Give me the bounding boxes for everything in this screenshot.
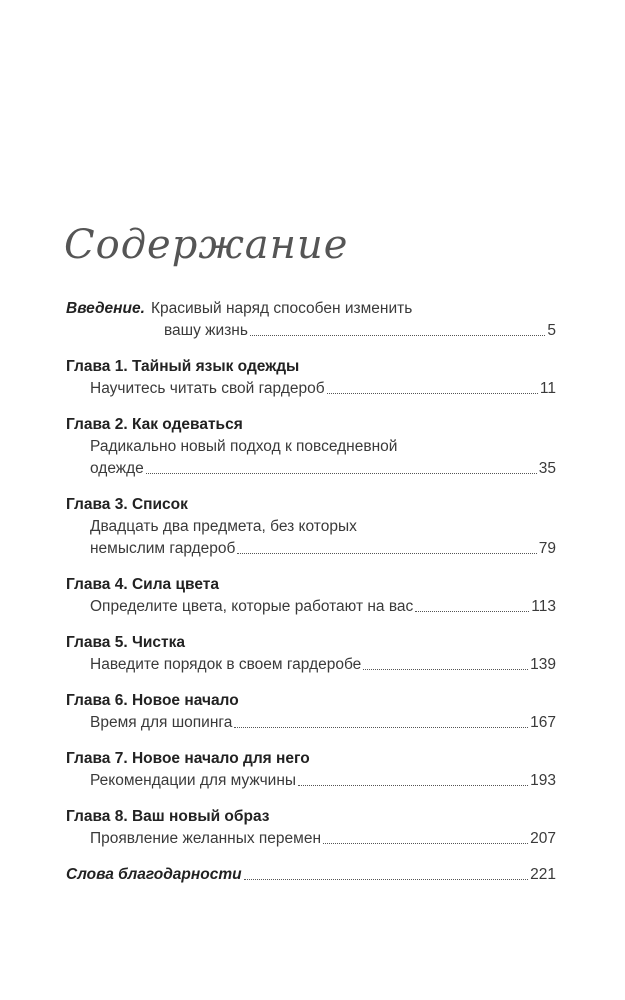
leader-dots (363, 669, 528, 670)
toc-entry-chapter-5 (66, 632, 556, 690)
thanks-label: Слова благодарности (66, 866, 242, 883)
leader-dots (250, 335, 545, 336)
toc-entry-intro (66, 298, 556, 356)
leader-dots (415, 611, 529, 612)
leader-dots (237, 553, 536, 554)
chapter-subtitle-line (66, 516, 556, 538)
leader-dots (298, 785, 528, 786)
page-number: 35 (538, 460, 556, 477)
chapter-subtitle-line (66, 654, 556, 676)
chapter-subtitle-text: Проявление желанных перемен (90, 830, 322, 847)
intro-first-line (66, 298, 556, 320)
chapter-heading: Глава 2. Как одеваться (66, 416, 243, 433)
chapter-subtitle-text: Радикально новый подход к повседневной (90, 438, 398, 455)
leader-dots (323, 843, 528, 844)
page-number: 207 (530, 830, 556, 847)
page-number: 193 (530, 772, 556, 789)
chapter-subtitle-line (66, 436, 556, 458)
chapter-subtitle-line (66, 378, 556, 400)
chapter-subtitle-line (66, 712, 556, 734)
page-number: 5 (547, 322, 556, 339)
leader-dots (244, 879, 529, 880)
chapter-subtitle-text: Двадцать два предмета, без которых (90, 518, 357, 535)
leader-dots (327, 393, 538, 394)
table-of-contents (66, 298, 556, 886)
intro-subtitle-line2: вашу жизнь (164, 322, 248, 339)
leader-dots (146, 473, 537, 474)
chapter-subtitle-text: Рекомендации для мужчины (90, 772, 297, 789)
page-title: Содержание (64, 222, 349, 268)
page-number: 113 (531, 598, 556, 615)
page-number: 167 (530, 714, 556, 731)
chapter-subtitle-text: немыслим гардероб (90, 540, 236, 557)
page-number: 221 (530, 866, 556, 883)
chapter-subtitle-line (66, 596, 556, 618)
toc-entry-chapter-7 (66, 748, 556, 806)
chapter-subtitle-text: одежде (90, 460, 144, 477)
chapter-list (66, 356, 556, 864)
page-number: 139 (530, 656, 556, 673)
toc-entry-chapter-6 (66, 690, 556, 748)
chapter-subtitle-line (66, 828, 556, 850)
chapter-heading: Глава 7. Новое начало для него (66, 750, 310, 767)
thanks-line (66, 864, 556, 886)
chapter-subtitle-line (66, 770, 556, 792)
toc-entry-chapter-3 (66, 494, 556, 574)
chapter-subtitle-line (66, 538, 556, 560)
chapter-subtitle-text: Определите цвета, которые работают на вас (90, 598, 414, 615)
intro-second-line (66, 320, 556, 342)
toc-entry-chapter-1 (66, 356, 556, 414)
chapter-subtitle-text: Время для шопинга (90, 714, 233, 731)
chapter-subtitle-line (66, 458, 556, 480)
chapter-subtitle-text: Наведите порядок в своем гардеробе (90, 656, 362, 673)
chapter-heading: Глава 8. Ваш новый образ (66, 808, 270, 825)
intro-subtitle-line1: Красивый наряд способен изменить (150, 300, 413, 317)
chapter-heading: Глава 4. Сила цвета (66, 576, 219, 593)
intro-label: Введение. (66, 300, 145, 317)
chapter-subtitle-text: Научитесь читать свой гардероб (90, 380, 325, 397)
chapter-heading: Глава 1. Тайный язык одежды (66, 358, 300, 375)
page-number: 79 (538, 540, 556, 557)
toc-entry-thanks (66, 864, 556, 886)
chapter-heading: Глава 3. Список (66, 496, 188, 513)
leader-dots (234, 727, 528, 728)
toc-entry-chapter-4 (66, 574, 556, 632)
chapter-heading: Глава 6. Новое начало (66, 692, 239, 709)
toc-entry-chapter-2 (66, 414, 556, 494)
toc-entry-chapter-8 (66, 806, 556, 864)
page-number: 11 (539, 380, 556, 397)
chapter-heading: Глава 5. Чистка (66, 634, 185, 651)
